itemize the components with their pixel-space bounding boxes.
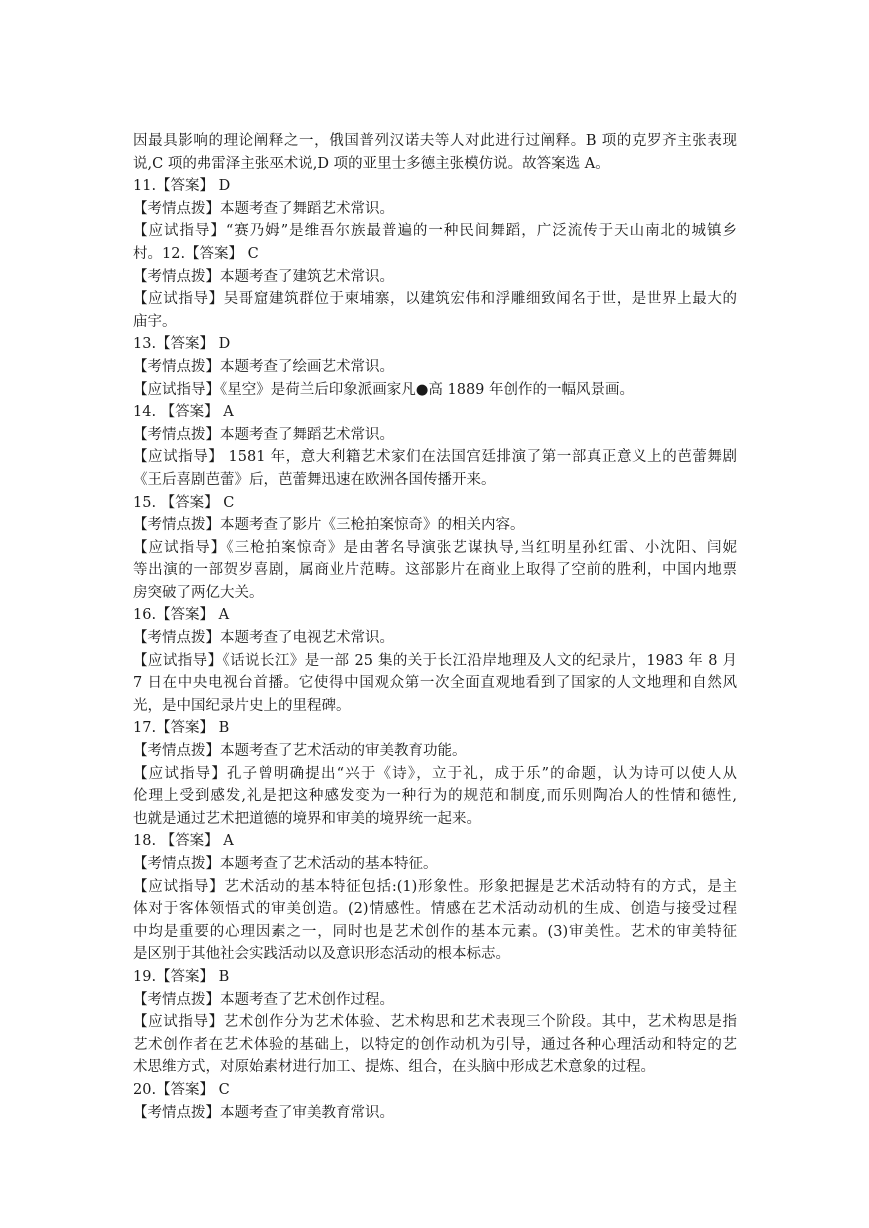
- text-line: 等出演的一部贺岁喜剧，属商业片范畴。这部影片在商业上取得了空前的胜利，中国内地票: [133, 562, 737, 579]
- text-line: 也就是通过艺术把道德的境界和审美的境界统一起来。: [133, 810, 481, 827]
- key-point-line: 【考情点拨】本题考查了绘画艺术常识。: [133, 358, 394, 375]
- key-point-line: 【考情点拨】本题考查了审美教育常识。: [133, 1104, 394, 1121]
- guidance-line: 【应试指导】艺术创作分为艺术体验、艺术构思和艺术表现三个阶段。其中，艺术构思是指: [133, 1014, 737, 1031]
- key-point-line: 【考情点拨】本题考查了艺术活动的审美教育功能。: [133, 743, 467, 760]
- key-point-line: 【考情点拨】本题考查了舞蹈艺术常识。: [133, 426, 394, 443]
- key-point-line: 【考情点拨】本题考查了电视艺术常识。: [133, 630, 394, 647]
- text-line: 术思维方式，对原始素材进行加工、提炼、组合，在头脑中形成艺术意象的过程。: [133, 1059, 655, 1076]
- text-line: 是区别于其他社会实践活动以及意识形态活动的根本标志。: [133, 946, 510, 963]
- answer-line: 13.【答案】 D: [133, 336, 231, 353]
- answer-line: 17.【答案】 B: [133, 720, 230, 737]
- text-line: 村。12.【答案】 C: [133, 245, 259, 262]
- guidance-line: 【应试指导】《三枪拍案惊奇》是由著名导演张艺谋执导,当红明星孙红雷、小沈阳、闫妮: [133, 539, 737, 556]
- text-line: 《王后喜剧芭蕾》后，芭蕾舞迅速在欧洲各国传播开来。: [133, 471, 496, 488]
- text-line: 伦理上受到感发,礼是把这种感发变为一种行为的规范和制度,而乐则陶冶人的性情和德性,: [133, 788, 737, 805]
- answer-line: 14. 【答案】 A: [133, 404, 234, 421]
- guidance-line: 【应试指导】 1581 年，意大利籍艺术家们在法国宫廷排演了第一部真正意义上的芭蕾舞剧: [133, 449, 737, 466]
- text-line: 因最具影响的理论阐释之一，俄国普列汉诺夫等人对此进行过阐释。B 项的克罗齐主张表现: [133, 133, 737, 149]
- key-point-line: 【考情点拨】本题考查了舞蹈艺术常识。: [133, 200, 394, 217]
- answer-explanations-text: [133, 130, 737, 1124]
- key-point-line: 【考情点拨】本题考查了建筑艺术常识。: [133, 268, 394, 285]
- text-line: 庙宇。: [133, 313, 177, 330]
- key-point-line: 【考情点拨】本题考查了艺术活动的基本特征。: [133, 856, 438, 872]
- answer-line: 11.【答案】 D: [133, 178, 231, 195]
- guidance-line: 【应试指导】《星空》是荷兰后印象派画家凡●高 1889 年创作的一幅风景画。: [133, 381, 635, 398]
- text-line: 7 日在中央电视台首播。它使得中国观众第一次全面直观地看到了国家的人文地理和自然风: [133, 675, 737, 692]
- answer-line: 18. 【答案】 A: [133, 833, 234, 850]
- text-line: 艺术创作者在艺术体验的基础上，以特定的创作动机为引导，通过各种心理活动和特定的艺: [133, 1036, 737, 1053]
- text-line: 光，是中国纪录片史上的里程碑。: [133, 697, 351, 714]
- answer-line: 20.【答案】 C: [133, 1081, 230, 1098]
- guidance-line: 【应试指导】《话说长江》是一部 25 集的关于长江沿岸地理及人文的纪录片，1983 年 8 月: [133, 652, 737, 669]
- guidance-line: 【应试指导】“赛乃姆”是维吾尔族最普遍的一种民间舞蹈，广泛流传于天山南北的城镇乡: [133, 223, 737, 240]
- text-line: 体对于客体领悟式的审美创造。(2)情感性。情感在艺术活动动机的生成、创造与接受过程: [133, 901, 737, 918]
- text-line: 中均是重要的心理因素之一，同时也是艺术创作的基本元素。(3)审美性。艺术的审美特征: [133, 923, 737, 940]
- text-line: 说,C 项的弗雷泽主张巫术说,D 项的亚里士多德主张模仿说。故答案选 A。: [133, 155, 610, 172]
- key-point-line: 【考情点拨】本题考查了艺术创作过程。: [133, 991, 394, 1008]
- answer-line: 15. 【答案】 C: [133, 494, 235, 511]
- guidance-line: 【应试指导】艺术活动的基本特征包括:(1)形象性。形象把握是艺术活动特有的方式，是主: [133, 878, 737, 895]
- guidance-line: 【应试指导】吴哥窟建筑群位于柬埔寨，以建筑宏伟和浮雕细致闻名于世，是世界上最大的: [133, 291, 737, 308]
- guidance-line: 【应试指导】孔子曾明确提出“兴于《诗》，立于礼，成于乐”的命题，认为诗可以使人从: [133, 765, 737, 782]
- text-line: 房突破了两亿大关。: [133, 584, 264, 601]
- key-point-line: 【考情点拨】本题考查了影片《三枪拍案惊奇》的相关内容。: [133, 517, 525, 534]
- answer-line: 19.【答案】 B: [133, 968, 230, 985]
- answer-line: 16.【答案】 A: [133, 607, 230, 624]
